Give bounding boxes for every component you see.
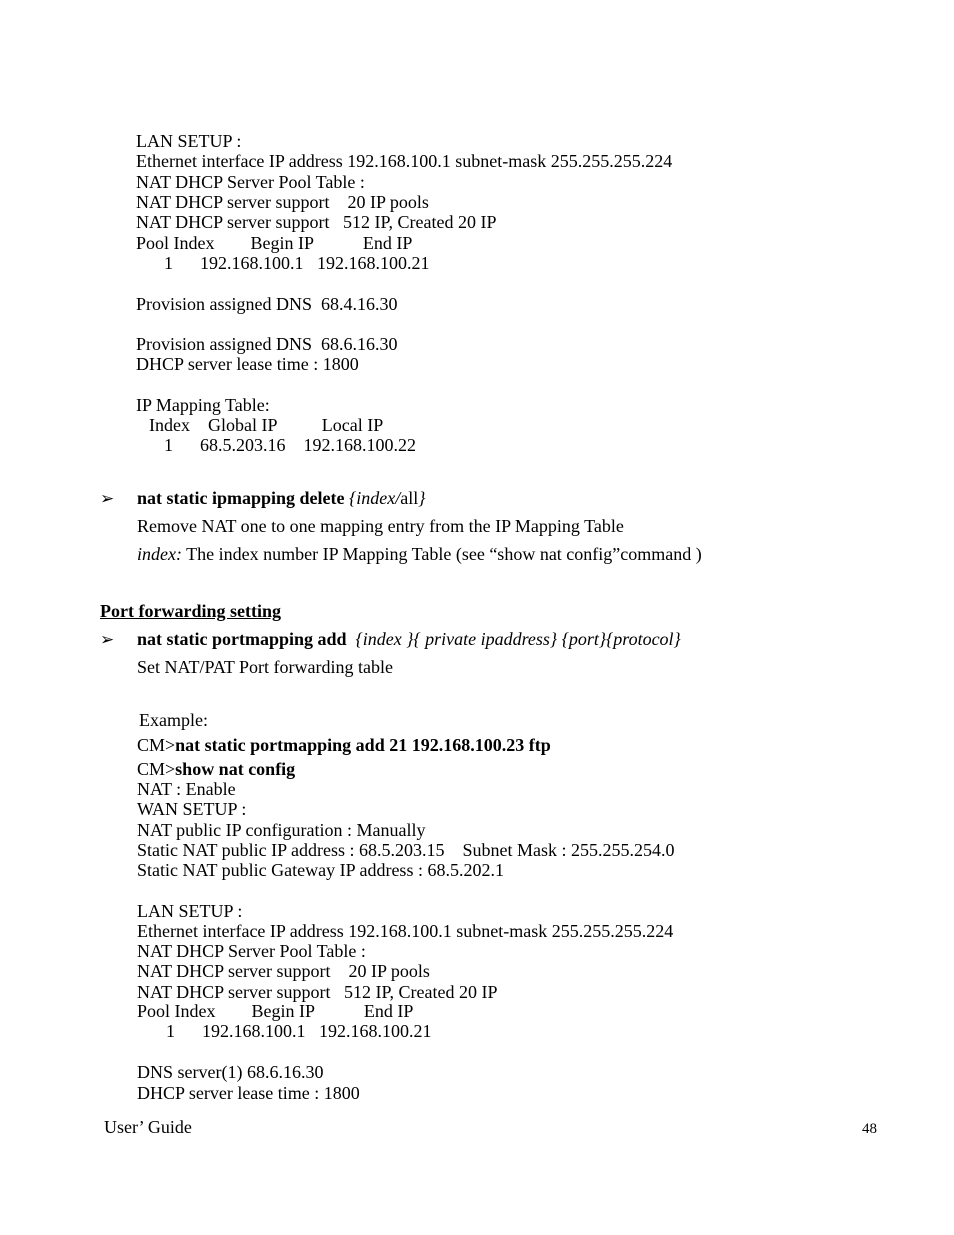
dhcp-pool-table-heading: NAT DHCP Server Pool Table : [137, 941, 366, 961]
footer-guide-label: User’ Guide [104, 1117, 192, 1137]
provision-dns-line-1: Provision assigned DNS 68.4.16.30 [136, 294, 398, 314]
dhcp-support-pools-line: NAT DHCP server support 20 IP pools [137, 961, 430, 981]
dhcp-support-ip-line: NAT DHCP server support 512 IP, Created 20 IP [136, 212, 497, 232]
cli-prompt: CM> [137, 735, 176, 755]
ipmapping-delete-description: Remove NAT one to one mapping entry from the IP Mapping Table [137, 516, 624, 536]
static-gateway-line: Static NAT public Gateway IP address : 68.5.202.1 [137, 860, 504, 880]
page-number: 48 [862, 1121, 877, 1137]
cli-prompt: CM> [137, 759, 176, 779]
index-param-text: The index number IP Mapping Table (see “show nat config”command ) [181, 544, 702, 564]
pool-table-row: 1 192.168.100.1 192.168.100.21 [166, 1021, 432, 1041]
command-args: {index }{ private ipaddress} {port}{protocol} [346, 629, 681, 649]
dhcp-support-ip-line: NAT DHCP server support 512 IP, Created 20 IP [137, 982, 498, 1002]
command-text: nat static ipmapping delete [137, 488, 350, 508]
ip-mapping-table-heading: IP Mapping Table: [136, 395, 270, 415]
example-label: Example: [139, 710, 208, 730]
dhcp-support-pools-line: NAT DHCP server support 20 IP pools [136, 192, 429, 212]
portmapping-add-description: Set NAT/PAT Port forwarding table [137, 657, 393, 677]
lan-setup-heading: LAN SETUP : [136, 131, 242, 151]
index-param-label: index: [137, 544, 182, 564]
pool-table-row: 1 192.168.100.1 192.168.100.21 [164, 253, 430, 273]
static-ip-line: Static NAT public IP address : 68.5.203.15 Subnet Mask : 255.255.254.0 [137, 840, 675, 860]
port-forwarding-heading: Port forwarding setting [100, 601, 281, 621]
pool-table-header: Pool Index Begin IP End IP [137, 1001, 414, 1021]
ethernet-interface-line: Ethernet interface IP address 192.168.100.1 subnet-mask 255.255.255.224 [136, 151, 673, 171]
bullet-arrow-icon: ➢ [100, 630, 115, 649]
command-arg-close: } [418, 488, 426, 508]
index-param-description [137, 544, 702, 565]
command-arg-index: {index/ [349, 488, 401, 508]
ip-mapping-table-row: 1 68.5.203.16 192.168.100.22 [164, 435, 416, 455]
pool-table-header: Pool Index Begin IP End IP [136, 233, 413, 253]
nat-enable-line: NAT : Enable [137, 779, 236, 799]
provision-dns-line-2: Provision assigned DNS 68.6.16.30 [136, 334, 398, 354]
wan-setup-heading: WAN SETUP : [137, 799, 247, 819]
cli-command: nat static portmapping add 21 192.168.100.23 ftp [175, 735, 551, 755]
ip-mapping-table-header: Index Global IP Local IP [149, 415, 384, 435]
ipmapping-delete-command [137, 488, 425, 509]
dns-server-line: DNS server(1) 68.6.16.30 [137, 1062, 324, 1082]
bullet-arrow-icon: ➢ [100, 489, 115, 508]
portmapping-add-command [137, 629, 681, 650]
ethernet-interface-line: Ethernet interface IP address 192.168.100.1 subnet-mask 255.255.255.224 [137, 921, 674, 941]
lan-setup-heading: LAN SETUP : [137, 901, 243, 921]
cli-command: show nat config [175, 759, 296, 779]
command-text: nat static portmapping add [137, 629, 347, 649]
public-ip-config-line: NAT public IP configuration : Manually [137, 820, 426, 840]
command-arg-all: all [400, 488, 419, 508]
dhcp-pool-table-heading: NAT DHCP Server Pool Table : [136, 172, 365, 192]
lease-time-line: DHCP server lease time : 1800 [137, 1083, 360, 1103]
example-command-1 [137, 735, 551, 756]
lease-time-line: DHCP server lease time : 1800 [136, 354, 359, 374]
example-command-2 [137, 759, 295, 780]
